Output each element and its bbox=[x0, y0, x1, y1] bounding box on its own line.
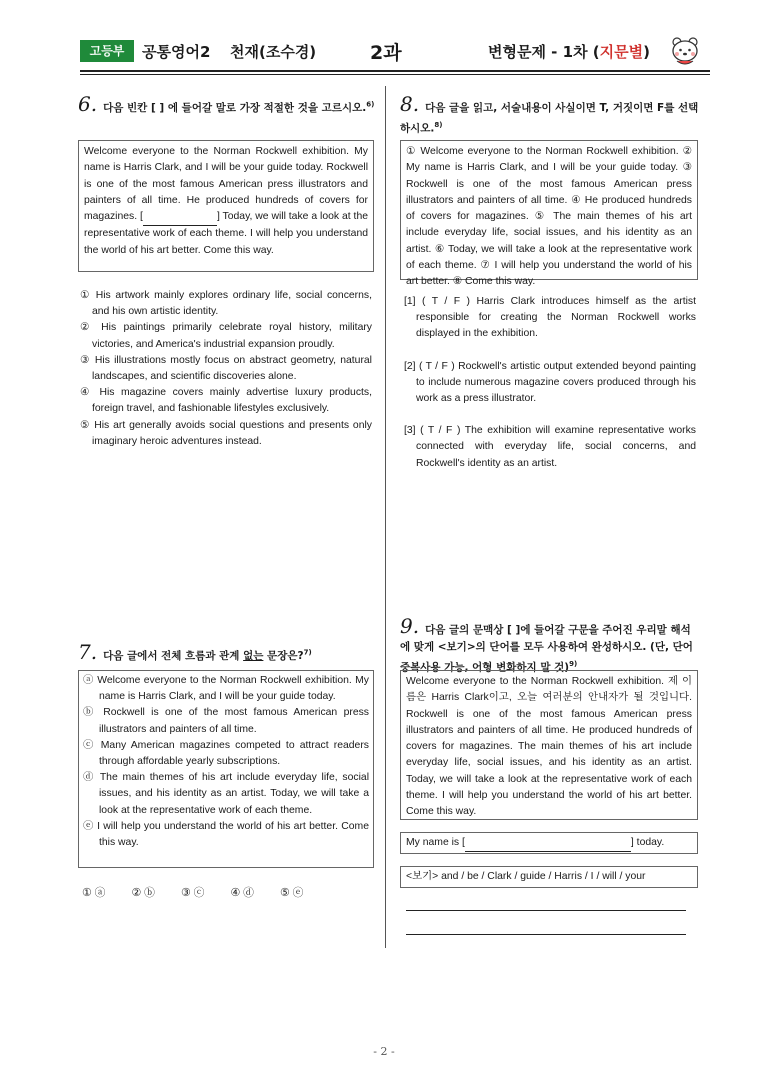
q7-choice[interactable]: ⑤ ⓔ bbox=[279, 887, 304, 899]
q6-option[interactable]: ⑤ His art generally avoids social questions and presents only imaginary heroic adventures instead. bbox=[80, 419, 372, 447]
q7-choice[interactable]: ① ⓐ bbox=[82, 887, 106, 899]
lesson-number: 2과 bbox=[370, 42, 402, 64]
column-divider bbox=[385, 86, 386, 948]
q8-statements bbox=[404, 294, 696, 488]
header-rule-thin bbox=[80, 74, 710, 75]
q9-passage-box: Welcome everyone to the Norman Rockwell exhibition. 제 이름은 Harris Clark이고, 오늘 여러분의 안내자가 될 것입니다. Rockwell is one of the most famous American press illustrators and painters of all time. He produced hundreds of covers for magazines. The main themes of his art include everyday life, social issues, and his identity as an artist. Today, we will take a look at the representative work of each theme. I will help you understand the world of his art better. Come this way. bbox=[400, 670, 698, 820]
exam-type: 변형문제 - 1차 (지문별) bbox=[488, 43, 650, 61]
q6-heading: 6. 다음 빈칸 [ ] 에 들어갈 말로 가장 적절한 것을 고르시오.$^{6)}$ bbox=[78, 92, 375, 116]
level-badge: 고등부 bbox=[80, 40, 134, 62]
q6-passage-box: Welcome everyone to the Norman Rockwell exhibition. My name is Harris Clark, and I will be your guide today. Rockwell is one of the most famous American press illustrators and painters of all time. He produced hundreds of covers for magazines. [ ] Today, we will take a look at the representative work of each theme. I will help you understand the world of his art better. Come this way. bbox=[78, 140, 374, 272]
q7-passage-box bbox=[78, 670, 374, 868]
q7-sentence: ⓓ The main themes of his art include everyday life, social issues, and his identity as an artist. Today, we will take a look at the representative work of each theme. bbox=[83, 772, 369, 816]
q7-sentence: ⓑ Rockwell is one of the most famous American press illustrators and painters of all time. bbox=[83, 707, 369, 735]
q8-statement[interactable]: [3] ( T / F ) The exhibition will examine representative works connected with everyday life, social concerns, and Rockwell's identity as an artist. bbox=[404, 425, 696, 469]
q6-options bbox=[80, 288, 372, 450]
q9-answer-line[interactable] bbox=[406, 934, 686, 935]
header-rule bbox=[80, 70, 710, 72]
q6-option[interactable]: ① His artwork mainly explores ordinary life, social concerns, and his own artistic identity. bbox=[80, 290, 372, 318]
q7-choices bbox=[82, 885, 329, 900]
q9-answer-box: My name is [ ] today. bbox=[400, 832, 698, 854]
q8-passage-box: ① Welcome everyone to the Norman Rockwell exhibition. ② My name is Harris Clark, and I will be your guide today. ③ Rockwell is one of the most famous American press illustrators and painters of all time. ④ He produced hundreds of covers for magazines. ⑤ The main themes of his art include everyday life, social issues, and his identity as an artist. ⑥ Today, we will take a look at the representative work of each theme. ⑦ I will help you understand the world of his art better. ⑧ Come this way. bbox=[400, 140, 698, 280]
q7-sentence: ⓐ Welcome everyone to the Norman Rockwell exhibition. My name is Harris Clark, and I will be your guide today. bbox=[83, 675, 369, 703]
page-number: - 2 - bbox=[373, 1045, 395, 1058]
q6-option[interactable]: ② His paintings primarily celebrate royal history, military victories, and America's industrial expansion proudly. bbox=[80, 322, 372, 350]
q7-sentence: ⓔ I will help you understand the world of his art better. Come this way. bbox=[83, 820, 369, 849]
q9-answer-line[interactable] bbox=[406, 910, 686, 911]
q7-heading: 7. 다음 글에서 전체 흐름과 관계 없는 문장은?$^{7)}$ bbox=[78, 640, 312, 664]
q7-sentence: ⓒ Many American magazines competed to attract readers through affordable yearly subscriptions. bbox=[83, 739, 369, 768]
q6-option[interactable]: ④ His magazine covers mainly advertise luxury products, foreign travel, and fashionable lifestyles exclusively. bbox=[80, 387, 372, 415]
q7-choice[interactable]: ② ⓑ bbox=[131, 887, 155, 899]
q8-statement[interactable]: [2] ( T / F ) Rockwell's artistic output extended beyond painting to include numerous magazine covers produced through his work as a press illustrator. bbox=[404, 360, 696, 405]
q8-statement[interactable]: [1] ( T / F ) Harris Clark introduces himself as the artist responsible for creating the Norman Rockwell works displayed in the exhibition. bbox=[404, 296, 696, 340]
page-header bbox=[80, 38, 710, 74]
bear-mascot-icon bbox=[668, 34, 702, 68]
q6-blank bbox=[143, 209, 217, 226]
subject-title: 공통영어2 bbox=[142, 43, 211, 61]
q6-option[interactable]: ③ His illustrations mostly focus on abstract geometry, natural landscapes, and scientific discoveries alone. bbox=[80, 354, 372, 383]
q8-heading: 8. 다음 글을 읽고, 서술내용이 사실이면 T, 거짓이면 F를 선택하시오.$^{8)}$ bbox=[400, 92, 699, 135]
q7-choice[interactable]: ③ ⓒ bbox=[180, 887, 205, 899]
q9-heading: 9. 다음 글의 문맥상 [ ]에 들어갈 구문을 주어진 우리말 해석에 맞게 <보기>의 단어를 모두 사용하여 완성하시오. (단, 단어 중복사용 가능, 어형 변화하지 말 것)$^{9)}$ bbox=[400, 614, 693, 674]
q9-answer-blank[interactable] bbox=[465, 835, 631, 852]
q9-bogi-box: <보기> and / be / Clark / guide / Harris / I / will / your bbox=[400, 866, 698, 888]
publisher-name: 천재(조수경) bbox=[230, 43, 317, 61]
q7-choice[interactable]: ④ ⓓ bbox=[230, 887, 254, 899]
